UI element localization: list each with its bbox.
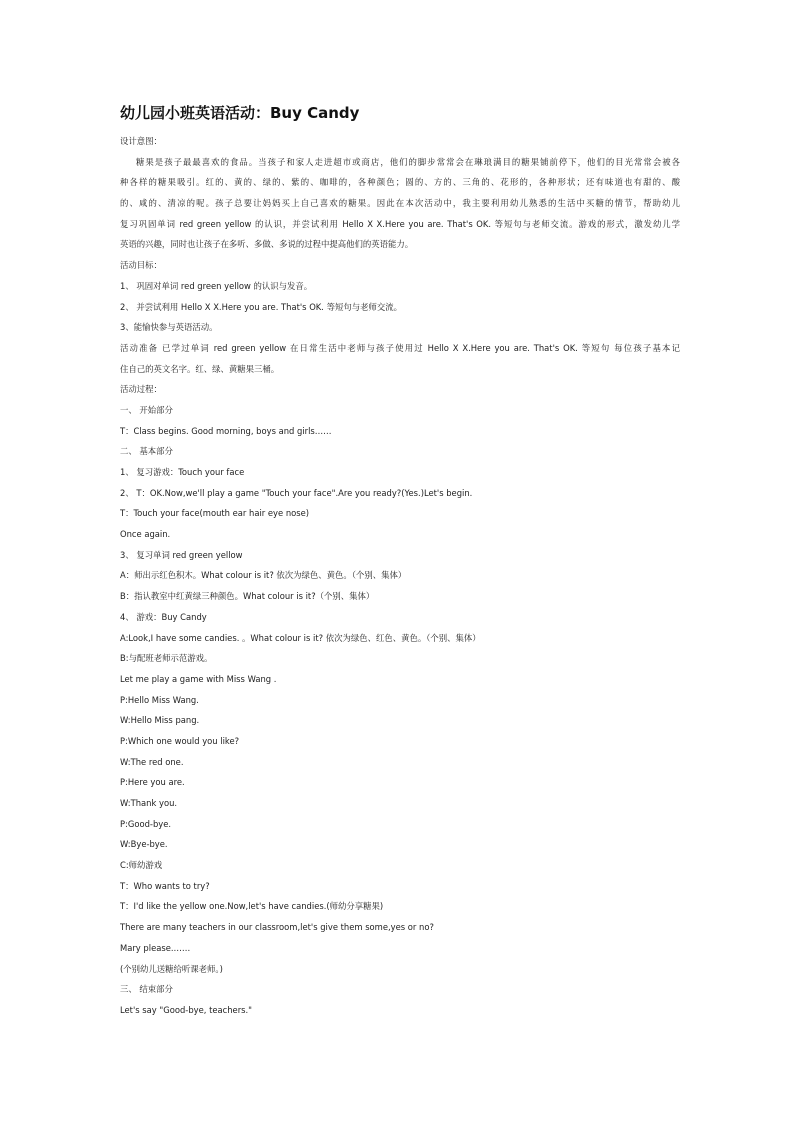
- body-line: 1、 复习游戏：Touch your face: [120, 467, 245, 477]
- body-line: 的、咸的、清凉的呢。孩子总要让妈妈买上自己喜欢的糖果。因此在本次活动中，我主要利用幼儿熟悉的生活中买糖的情节，帮助幼儿: [120, 198, 680, 209]
- body-line: 活动准备 已学过单词 red green yellow 在日常生活中老师与孩子使用过 Hello X X.Here you are. That's OK. 等短句 每位孩子基本记: [120, 342, 680, 353]
- body-line: B:与配班老师示范游戏。: [120, 653, 213, 664]
- body-line: 三、 结束部分: [120, 984, 173, 995]
- body-line: 1、 巩固对单词 red green yellow 的认识与发音。: [120, 280, 313, 291]
- body-line: Let me play a game with Miss Wang .: [120, 673, 277, 684]
- body-line: W:Bye-bye.: [120, 839, 168, 850]
- body-line: (个别幼儿送糖给听课老师。): [120, 963, 223, 974]
- body-line: A:Look,I have some candies. 。What colour is it? 依次为绿色、红色、黄色。（个别、集体）: [120, 632, 481, 643]
- body-line: 英语的兴趣，同时也让孩子在多听、多做、多说的过程中提高他们的英语能力。: [120, 239, 414, 250]
- body-line: T：Touch your face(mouth ear hair eye nose): [120, 508, 310, 519]
- document-title: 幼儿园小班英语活动：Buy Candy: [120, 104, 360, 122]
- body-line: W:Thank you.: [120, 798, 178, 808]
- body-line: There are many teachers in our classroom,let's give them some,yes or no?: [120, 922, 434, 933]
- body-line: T：I'd like the yellow one.Now,let's have candies.(师幼分享糖果): [120, 901, 384, 912]
- body-line: 活动过程：: [120, 384, 162, 395]
- body-line: Once again.: [120, 529, 171, 540]
- body-line: 种各样的糖果吸引。红的、黄的、绿的、紫的、咖啡的，各种颜色；圆的、方的、三角的、花形的，各种形状；还有味道也有甜的、酸: [120, 177, 680, 188]
- body-line: 3、能愉快参与英语活动。: [120, 322, 218, 333]
- body-line: 活动目标：: [120, 260, 162, 271]
- body-line: 2、 并尝试利用 Hello X X.Here you are. That's OK. 等短句与老师交流。: [120, 301, 402, 312]
- body-line: P:Here you are.: [120, 777, 185, 788]
- body-line: Mary please.……: [120, 942, 191, 953]
- body-line: C:师幼游戏: [120, 860, 163, 871]
- body-line: 设计意图：: [120, 136, 162, 146]
- body-line: 二、 基本部分: [120, 446, 173, 457]
- body-line: W:Hello Miss pang.: [120, 715, 200, 726]
- body-line: T：Class begins. Good morning, boys and girls……: [120, 425, 332, 436]
- body-line: Let's say "Good-bye, teachers.": [120, 1004, 253, 1015]
- body-line: P:Good-bye.: [120, 818, 172, 829]
- body-line: 复习巩固单词 red green yellow 的认识，并尝试利用 Hello X X.Here you are. That's OK. 等短句与老师交流。游戏的形式，激发幼儿学: [120, 218, 680, 229]
- body-line: P:Hello Miss Wang.: [120, 694, 199, 705]
- body-line: A：师出示红色积木。What colour is it? 依次为绿色、黄色。（个别、集体）: [120, 570, 407, 581]
- body-line: W:The red one.: [120, 756, 184, 767]
- body-line: 住自己的英文名字。红、绿、黄糖果三桶。: [120, 363, 280, 374]
- body-line: P:Which one would you like?: [120, 735, 240, 746]
- body-line: T：Who wants to try?: [120, 880, 210, 891]
- document-body: [120, 131, 680, 1021]
- body-line: 2、 T：OK.Now,we'll play a game "Touch your face".Are you ready?(Yes.)Let's begin.: [120, 487, 473, 498]
- body-line: 3、 复习单词 red green yellow: [120, 549, 243, 560]
- body-line: B：指认教室中红黄绿三种颜色。What colour is it?（个别、集体）: [120, 591, 375, 602]
- body-line: 一、 开始部分: [120, 404, 173, 415]
- body-line: 4、 游戏：Buy Candy: [120, 611, 207, 622]
- body-line: 糖果是孩子最最喜欢的食品。当孩子和家人走进超市或商店，他们的脚步常常会在琳琅满目的糖果铺前停下，他们的目光常常会被各: [136, 156, 680, 167]
